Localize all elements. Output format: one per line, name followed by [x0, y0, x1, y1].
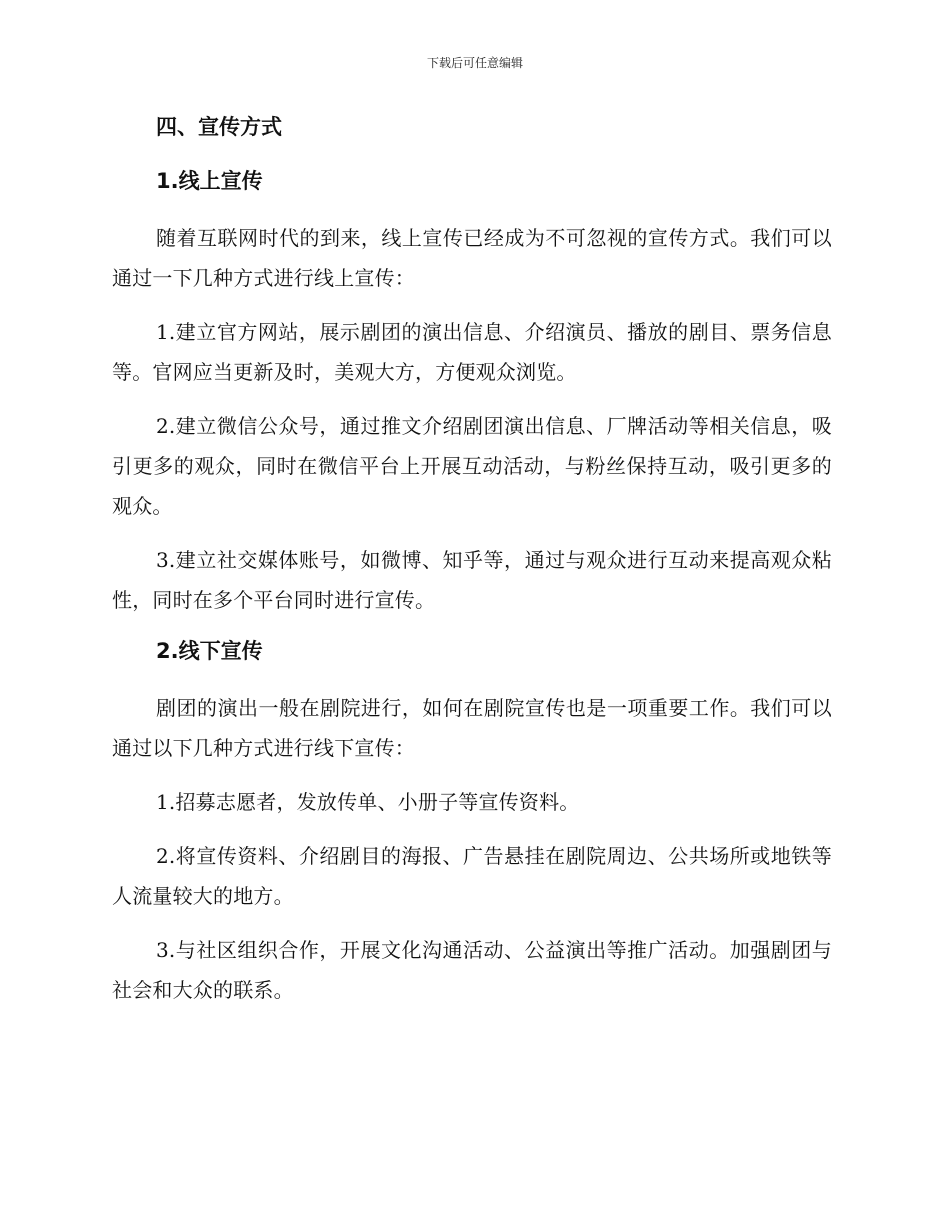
- document-body: [112, 110, 832, 1024]
- section-title: 四、宣传方式: [156, 115, 282, 139]
- offline-item-3: 3.与社区组织合作，开展文化沟通活动、公益演出等推广活动。加强剧团与社会和大众的联系。: [112, 938, 832, 1002]
- offline-subtitle: 2.线下宣传: [156, 639, 263, 663]
- online-item-2: 2.建立微信公众号，通过推文介绍剧团演出信息、厂牌活动等相关信息，吸引更多的观众，同时在微信平台上开展互动活动，与粉丝保持互动，吸引更多的观众。: [112, 414, 832, 518]
- header-note: 下载后可任意编辑: [426, 56, 523, 70]
- online-intro: 随着互联网时代的到来，线上宣传已经成为不可忽视的宣传方式。我们可以通过一下几种方式进行线上宣传：: [112, 226, 832, 290]
- online-subtitle: 1.线上宣传: [156, 169, 263, 193]
- offline-item-1: 1.招募志愿者，发放传单、小册子等宣传资料。: [156, 790, 580, 814]
- offline-item-2: 2.将宣传资料、介绍剧目的海报、广告悬挂在剧院周边、公共场所或地铁等人流量较大的地方。: [112, 844, 832, 908]
- offline-intro: 剧团的演出一般在剧院进行，如何在剧院宣传也是一项重要工作。我们可以通过以下几种方式进行线下宣传：: [112, 696, 832, 760]
- online-item-1: 1.建立官方网站，展示剧团的演出信息、介绍演员、播放的剧目、票务信息等。官网应当更新及时，美观大方，方便观众浏览。: [112, 320, 832, 384]
- online-item-3: 3.建立社交媒体账号，如微博、知乎等，通过与观众进行互动来提高观众粘性，同时在多个平台同时进行宣传。: [112, 548, 832, 612]
